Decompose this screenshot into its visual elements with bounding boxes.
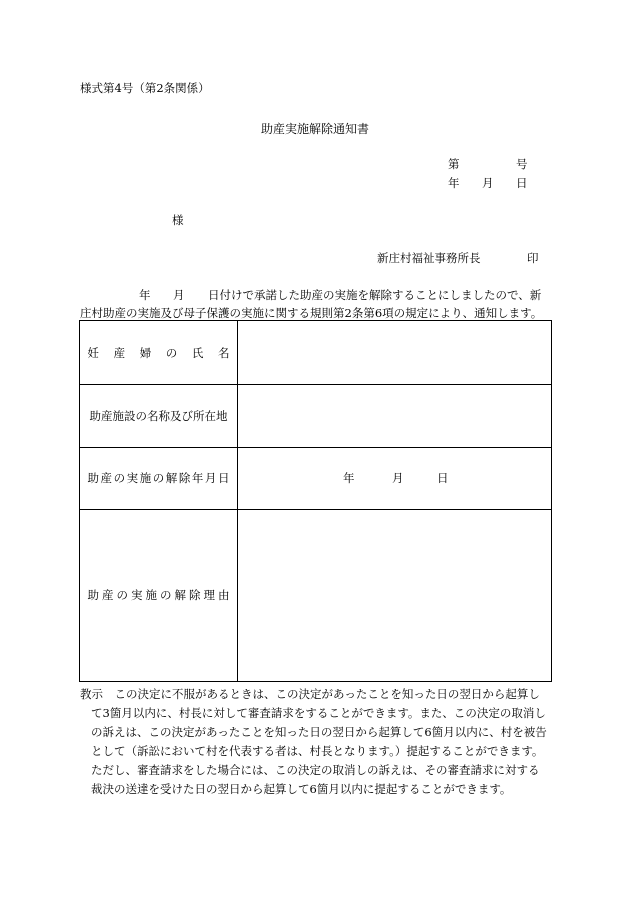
addressee-honorific: 様 (172, 213, 184, 227)
doc-number-suffix: 号 (516, 157, 528, 171)
doc-number-prefix: 第 (448, 157, 460, 171)
doc-date-year: 年 (448, 176, 460, 190)
table-row-label-release-reason (80, 509, 237, 681)
table-row-label-facility (80, 384, 237, 447)
label-text-mother-name: 妊 産 婦 の 氏 名 (87, 345, 230, 360)
release-date-field[interactable] (238, 447, 551, 509)
release-date-day: 日 (437, 471, 449, 485)
note-line: て3箇月以内に、村長に対して審査請求をすることができます。また、この決定の取消し (91, 706, 546, 720)
note-line: ただし、審査請求をした場合には、この決定の取消しの訴えは、その審査請求に対する (91, 763, 540, 777)
mother-name-field[interactable] (238, 321, 551, 384)
form-number: 様式第4号（第2条関係） (80, 81, 210, 95)
body-text-1: 日付けで承諾した助産の実施を解除することにしましたので、新 (208, 288, 542, 302)
info-table (79, 320, 552, 682)
doc-date-month: 月 (482, 176, 494, 190)
note-line: 裁決の送達を受けた日の翌日から起算して6箇月以内に提起することができます。 (91, 782, 512, 796)
release-reason-field[interactable] (238, 509, 551, 681)
release-date-year: 年 (343, 471, 355, 485)
note-line: の訴えは、この決定があったことを知った日の翌日から起算して6箇月以内に、村を被告 (91, 725, 547, 739)
body-paragraph-line2: 庄村助産の実施及び母子保護の実施に関する規則第2条第6項の規定により、通知します。 (80, 306, 543, 320)
label-text-release-reason: 助 産 の 実 施 の 解 除 理 由 (87, 588, 230, 602)
doc-date-day: 日 (516, 176, 528, 190)
body-month: 月 (173, 288, 185, 302)
label-text-facility: 助産施設の名称及び所在地 (89, 408, 228, 423)
release-date-month: 月 (392, 471, 404, 485)
table-row-label-release-date (80, 447, 237, 509)
label-text-release-date: 助 産 の 実 施 の 解 除 年 月 日 (87, 471, 230, 485)
issuer-seal: 印 (527, 251, 539, 265)
facility-field[interactable] (238, 384, 551, 447)
table-row-label-mother-name (80, 321, 237, 384)
note-line: 教示 この決定に不服があるときは、この決定があったことを知った日の翌日から起算し (80, 687, 540, 701)
note-line: として（訴訟において村を代表する者は、村長となります。）提起することができます。 (91, 744, 544, 758)
document-title: 助産実施解除通知書 (260, 122, 369, 136)
issuer-name: 新庄村福祉事務所長 (377, 251, 481, 265)
body-year: 年 (139, 288, 151, 302)
